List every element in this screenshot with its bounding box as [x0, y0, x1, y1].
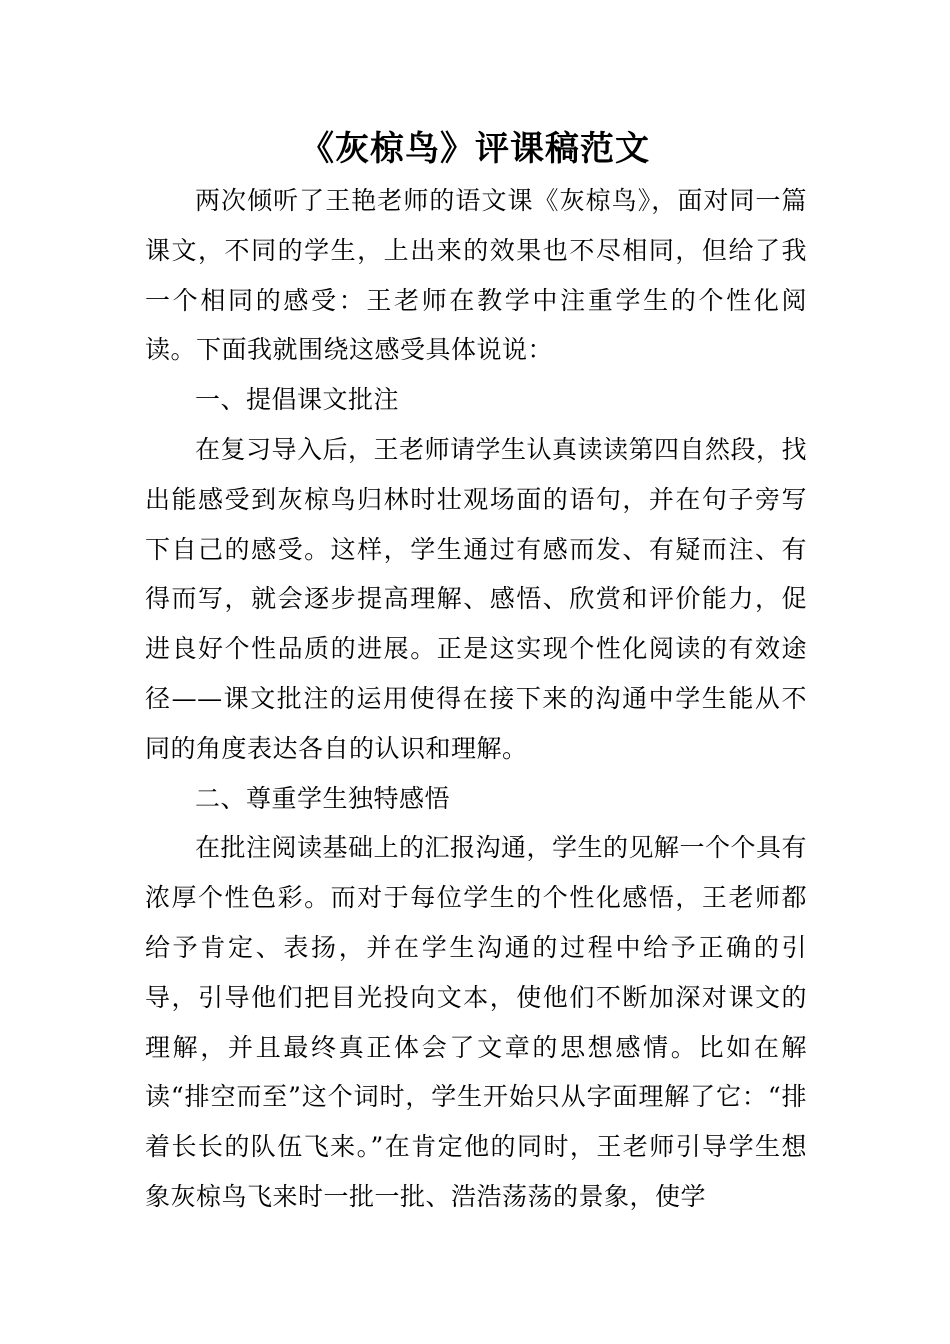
section-heading-1: 一、提倡课文批注 [195, 385, 400, 415]
section-2-paragraph: 在批注阅读基础上的汇报沟通，学生的见解一个个具有浓厚个性色彩。而对于每位学生的个性化感悟，王老师都给予肯定、表扬，并在学生沟通的过程中给予正确的引导，引导他们把目光投向文本，使他们不断加深对课文的理解，并且最终真正体会了文章的思想感情。比如在解读“排空而至”这个词时，学生开始只从字面理解了它：“排着长长的队伍飞来。”在肯定他的同时，王老师引导学生想象灰椋鸟飞来时一批一批、浩浩荡荡的景象，使学 [145, 833, 808, 1211]
document-body [145, 176, 807, 1222]
section-heading-2: 二、尊重学生独特感悟 [195, 783, 451, 813]
document-title: 《灰椋鸟》评课稿范文 [300, 129, 650, 169]
intro-paragraph: 两次倾听了王艳老师的语文课《灰椋鸟》，面对同一篇课文，不同的学生，上出来的效果也不尽相同，但给了我一个相同的感受：王老师在教学中注重学生的个性化阅读。下面我就围绕这感受具体说说： [145, 186, 807, 365]
section-1-paragraph: 在复习导入后，王老师请学生认真读读第四自然段，找出能感受到灰椋鸟归林时壮观场面的语句，并在句子旁写下自己的感受。这样，学生通过有感而发、有疑而注、有得而写，就会逐步提高理解、感悟、欣赏和评价能力，促进良好个性品质的进展。正是这实现个性化阅读的有效途径——课文批注的运用使得在接下来的沟通中学生能从不同的角度表达各自的认识和理解。 [145, 434, 808, 763]
